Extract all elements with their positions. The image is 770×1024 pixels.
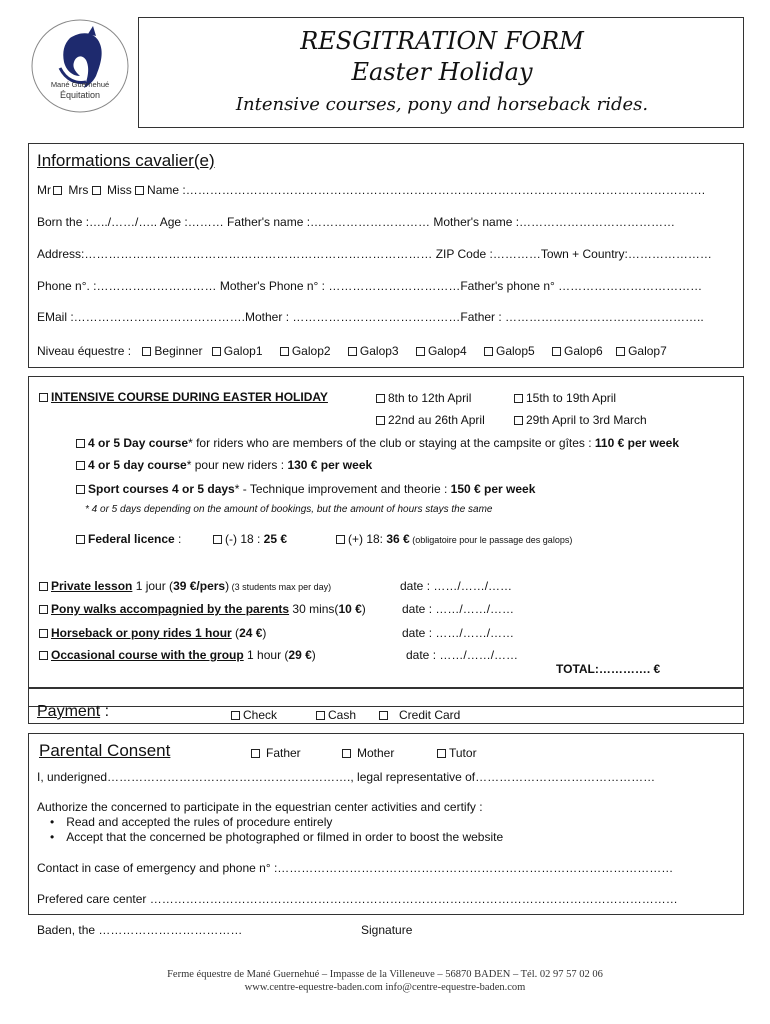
mrs-label: Mrs	[68, 183, 89, 197]
level-galop3-label: Galop3	[359, 344, 399, 358]
date-week1-label: 8th to 12th April	[388, 391, 472, 405]
baden-date-field[interactable]: Baden, the ………………………………	[37, 923, 243, 937]
private-lesson-checkbox[interactable]	[39, 582, 48, 591]
title-subtitle: Intensive courses, pony and horseback rides.	[235, 94, 649, 115]
logo-line2: Équitation	[59, 90, 101, 100]
payment-credit-card	[379, 708, 460, 722]
federal-plus18-note: (obligatoire pour le passage des galops)	[409, 535, 573, 545]
level-galop4-checkbox[interactable]	[416, 347, 425, 356]
pony-walks-desc: 30 mins(	[289, 602, 339, 616]
email-field[interactable]: EMail :…………………………………….Mother : ……………………………………Father : …………………………………………..	[37, 310, 704, 324]
private-lesson-title: Private lesson	[51, 579, 133, 593]
date-week3-label: 22nd au 26th April	[388, 413, 485, 427]
emergency-field[interactable]: Contact in case of emergency and phone n° :………………………………………………………………………………………	[37, 861, 674, 875]
level-galop1-label: Galop1	[223, 344, 263, 358]
signature-label: Signature	[361, 923, 413, 937]
payment-check	[231, 708, 277, 722]
consent-bullet-2	[50, 830, 503, 844]
occasional-course-price: 29 €	[288, 648, 312, 662]
address-field[interactable]: Address:…………………………………………………………………………… ZIP Code :…………Town + Country:…………………	[37, 247, 712, 261]
logo-line1: Mané Guernehué	[50, 80, 110, 89]
level-label: Niveau équestre :	[37, 344, 132, 358]
option-members-checkbox[interactable]	[76, 439, 85, 448]
date-week2	[514, 391, 616, 405]
level-galop6-label: Galop6	[564, 344, 603, 358]
undersigned-field[interactable]: I, underigned……………………………………………………., legal representative of………………………………………	[37, 770, 656, 784]
consent-mother-label: Mother	[357, 746, 395, 760]
consent-bullet-1	[50, 815, 332, 829]
private-lesson-desc: 1 jour (	[132, 579, 174, 593]
federal-minus18-price: 25 €	[263, 532, 288, 546]
level-galop3-checkbox[interactable]	[348, 347, 357, 356]
date-week2-label: 15th to 19th April	[526, 391, 617, 405]
option-new-riders-checkbox[interactable]	[76, 461, 85, 470]
payment-check-label: Check	[243, 708, 278, 722]
option-sport-desc: * - Technique improvement and theorie :	[234, 482, 451, 496]
option-sport-course	[76, 482, 535, 496]
option-members-course	[76, 436, 679, 450]
payment-cash-checkbox[interactable]	[316, 711, 325, 720]
pony-walks-title: Pony walks accompagnied by the parents	[51, 602, 290, 616]
rides-checkbox[interactable]	[39, 629, 48, 638]
level-galop2-label: Galop2	[291, 344, 331, 358]
federal-plus18-label: (+) 18:	[348, 532, 387, 546]
course-note: * 4 or 5 days depending on the amount of bookings, but the amount of hours stays the same	[85, 504, 493, 515]
level-galop2-checkbox[interactable]	[280, 347, 289, 356]
rides-title: Horseback or pony rides 1 hour	[51, 626, 232, 640]
federal-licence-colon: :	[174, 532, 182, 546]
federal-licence-row	[76, 532, 181, 546]
federal-minus18-label: (-) 18 :	[225, 532, 264, 546]
consent-heading: Parental Consent	[39, 741, 171, 760]
footer-address: Ferme équestre de Mané Guernehué – Impasse de la Villeneuve – 56870 BADEN – Tél. 02 97 57 02 06	[167, 969, 603, 980]
payment-divider	[28, 706, 744, 707]
payment-cash	[316, 708, 356, 722]
pony-walks-row	[39, 602, 366, 616]
private-lesson-date[interactable]: date : ……/……/……	[400, 579, 513, 593]
date-week4-checkbox[interactable]	[514, 416, 523, 425]
private-lesson-note: (3 students max per day)	[229, 582, 332, 592]
occasional-course-title: Occasional course with the group	[51, 648, 244, 662]
level-galop7-checkbox[interactable]	[616, 347, 625, 356]
private-lesson-row	[39, 579, 331, 593]
federal-plus18-checkbox[interactable]	[336, 535, 345, 544]
consent-tutor-checkbox[interactable]	[437, 749, 446, 758]
level-galop1-checkbox[interactable]	[212, 347, 221, 356]
pony-walks-date[interactable]: date : ……/……/……	[402, 602, 515, 616]
consent-mother-checkbox[interactable]	[342, 749, 351, 758]
level-galop4-label: Galop4	[427, 344, 467, 358]
date-week1-checkbox[interactable]	[376, 394, 385, 403]
consent-bullet-2-text: Accept that the concerned be photographed or filmed in order to boost the website	[66, 830, 504, 844]
payment-check-checkbox[interactable]	[231, 711, 240, 720]
option-sport-checkbox[interactable]	[76, 485, 85, 494]
rides-close: )	[262, 626, 267, 640]
pony-walks-close: )	[361, 602, 366, 616]
occasional-course-desc: 1 hour (	[243, 648, 289, 662]
level-galop6-checkbox[interactable]	[552, 347, 561, 356]
private-lesson-close: )	[225, 579, 230, 593]
miss-label: Miss	[107, 183, 132, 197]
date-week3-checkbox[interactable]	[376, 416, 385, 425]
title-registration: RESGITRATION FORM	[300, 27, 584, 55]
federal-minus18-checkbox[interactable]	[213, 535, 222, 544]
occasional-course-close: )	[311, 648, 316, 662]
intensive-course-title: INTENSIVE COURSE DURING EASTER HOLIDAY	[51, 390, 328, 404]
level-galop5-checkbox[interactable]	[484, 347, 493, 356]
level-beginner-checkbox[interactable]	[142, 347, 151, 356]
level-galop7-label: Galop7	[628, 344, 667, 358]
option-new-riders-desc: * pour new riders :	[186, 458, 288, 472]
total-field[interactable]: TOTAL:…………. €	[556, 662, 661, 676]
federal-minus18	[213, 532, 287, 546]
intensive-course-row	[39, 390, 328, 404]
pony-walks-checkbox[interactable]	[39, 605, 48, 614]
authorize-text: Authorize the concerned to participate in the equestrian center activities and certify :	[37, 800, 483, 814]
consent-tutor-label: Tutor	[449, 746, 477, 760]
consent-bullet-1-text: Read and accepted the rules of procedure entirely	[66, 815, 333, 829]
option-sport-title: Sport courses 4 or 5 days	[88, 482, 235, 496]
payment-heading	[37, 703, 109, 721]
payment-cash-label: Cash	[328, 708, 357, 722]
care-center-field[interactable]: Prefered care center ……………………………………………………………………………………………………………………	[37, 892, 678, 906]
option-members-price: 110 € per week	[594, 436, 679, 450]
level-row	[37, 344, 667, 358]
consent-father-label: Father	[266, 746, 301, 760]
payment-heading-label: Payment	[37, 703, 101, 720]
name-field[interactable]: Name :………………………………………………………………………………………………………………….	[147, 183, 706, 197]
occasional-course-row	[39, 648, 316, 662]
option-members-title: 4 or 5 Day course	[88, 436, 189, 450]
miss-checkbox[interactable]	[135, 186, 144, 195]
date-week2-checkbox[interactable]	[514, 394, 523, 403]
title-easter: Easter Holiday	[351, 58, 533, 86]
option-new-riders-price: 130 € per week	[287, 458, 373, 472]
mr-checkbox[interactable]	[53, 186, 62, 195]
occasional-course-checkbox[interactable]	[39, 651, 48, 660]
phone-field[interactable]: Phone n°. :………………………… Mother's Phone n° : ……………………………Father's phone n° ………………………………	[37, 279, 703, 293]
federal-plus18	[336, 532, 572, 546]
payment-credit-card-label: Credit Card	[399, 708, 461, 722]
rider-info-heading: Informations cavalier(e)	[37, 151, 215, 170]
rides-price: 24 €	[239, 626, 263, 640]
date-week4-label: 29th April to 3rd March	[526, 413, 647, 427]
date-week4	[514, 413, 647, 427]
bullet-icon: •	[50, 830, 55, 844]
option-new-riders-course	[76, 458, 372, 472]
rides-row	[39, 626, 266, 640]
logo	[30, 18, 130, 114]
bullet-icon: •	[50, 815, 55, 829]
rides-desc: (	[231, 626, 240, 640]
intensive-course-checkbox[interactable]	[39, 393, 48, 402]
consent-father	[251, 746, 301, 760]
footer-contact: www.centre-equestre-baden.com info@centre-equestre-baden.com	[244, 982, 526, 993]
name-row	[37, 183, 741, 197]
consent-mother	[342, 746, 394, 760]
date-week1	[376, 391, 471, 405]
option-sport-price: 150 € per week	[450, 482, 536, 496]
federal-plus18-price: 36 €	[386, 532, 410, 546]
consent-father-checkbox[interactable]	[251, 749, 260, 758]
mrs-checkbox[interactable]	[92, 186, 101, 195]
federal-licence-checkbox[interactable]	[76, 535, 85, 544]
mr-label: Mr	[37, 183, 51, 197]
level-beginner-label: Beginner	[154, 344, 203, 358]
occasional-course-date[interactable]: date : ……/……/……	[406, 648, 519, 662]
payment-heading-colon: :	[100, 703, 110, 720]
date-week3	[376, 413, 485, 427]
consent-tutor	[437, 746, 477, 760]
option-members-desc: * for riders who are members of the club or staying at the campsite or gîtes :	[188, 436, 595, 450]
private-lesson-price: 39 €/pers	[173, 579, 226, 593]
level-galop5-label: Galop5	[495, 344, 535, 358]
payment-credit-card-checkbox[interactable]	[379, 711, 388, 720]
federal-licence-label: Federal licence	[88, 532, 175, 546]
rides-date[interactable]: date : ……/……/……	[402, 626, 515, 640]
pony-walks-price: 10 €	[338, 602, 362, 616]
option-new-riders-title: 4 or 5 day course	[88, 458, 187, 472]
born-field[interactable]: Born the :…../……/….. Age :……… Father's name :………………………… Mother's name :…………………………………	[37, 215, 676, 229]
